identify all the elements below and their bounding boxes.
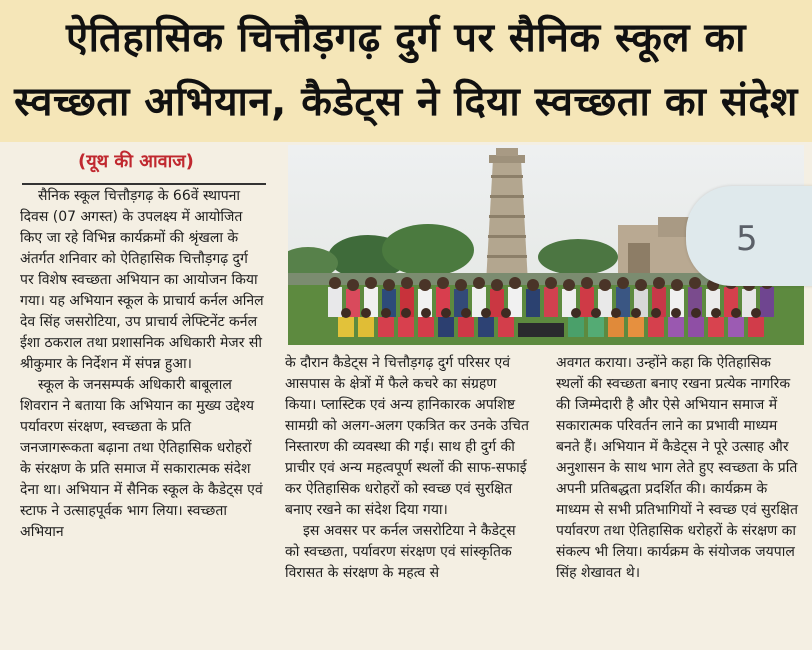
headline-line-1: ऐतिहासिक चित्तौड़गढ़ दुर्ग पर सैनिक स्कूल का (66, 15, 746, 61)
page-number: 5 (736, 219, 758, 259)
article-column-2 (285, 353, 529, 584)
article-column-1 (20, 186, 264, 543)
headline-banner (0, 0, 812, 142)
article-column-3 (556, 353, 802, 584)
paragraph: स्कूल के जनसम्पर्क अधिकारी बाबूलाल शिवरान ने बताया कि अभियान का मुख्य उद्देश्य पर्यावरण संरक्षण, स्वच्छता के प्रति जनजागरूकता बढ़ाना तथा ऐतिहासिक धरोहरों के संरक्षण के प्रति समाज में सकारात्मक संदेश देना था। अभियान में सैनिक स्कूल के कैडेट्स एवं स्टाफ ने उत्साहपूर्वक भाग लिया। स्वच्छता अभियान (20, 377, 263, 540)
paragraph: सैनिक स्कूल चित्तौड़गढ़ के 66वें स्थापना दिवस (07 अगस्त) के उपलक्ष्य में आयोजित किए जा रहे विभिन्न कार्यक्रमों की श्रृंखला के अंतर्गत शनिवार को ऐतिहासिक चित्तौड़गढ़ दुर्ग पर विशेष स्वच्छता अभियान का आयोजन किया गया। यह अभियान स्कूल के प्राचार्य कर्नल अनिल देव सिंह जसरोटिया, उप प्राचार्य लेफ्टिनेंट कर्नल ईशा ठकराल तथा प्रशासनिक अधिकारी मेजर सी श्रीकुमार के निर्देशन में संपन्न हुआ। (20, 188, 264, 372)
paragraph: इस अवसर पर कर्नल जसरोटिया ने कैडेट्स को स्वच्छता, पर्यावरण संरक्षण एवं सांस्कृतिक विरासत के संरक्षण के महत्व से (285, 523, 516, 581)
paragraph: अवगत कराया। उन्होंने कहा कि ऐतिहासिक स्थलों की स्वच्छता बनाए रखना प्रत्येक नागरिक की जिम्मेदारी है और ऐसे अभियान समाज में सकारात्मक परिवर्तन लाने का प्रभावी माध्यम बनते हैं। अभियान में कैडेट्स ने पूरे उत्साह और अनुशासन के साथ भाग लेते हुए स्वच्छता के प्रति अपनी प्रतिबद्धता प्रदर्शित की। कार्यक्रम के माध्यम से सभी प्रतिभागियों ने स्वच्छ एवं सुरक्षित पर्यावरण तथा ऐतिहासिक धरोहरों के संरक्षण का संकल्प भी लिया। कार्यक्रम के संयोजक जयपाल सिंह शेखावत थे। (556, 355, 798, 581)
paragraph: के दौरान कैडेट्स ने चित्तौड़गढ़ दुर्ग परिसर एवं आसपास के क्षेत्रों में फैले कचरे का संग्रहण किया। प्लास्टिक एवं अन्य हानिकारक अपशिष्ट सामग्री को अलग-अलग एकत्रित कर उनके उचित निस्तारण की व्यवस्था की गई। साथ ही दुर्ग की प्राचीर एवं अन्य महत्वपूर्ण स्थलों की साफ-सफाई कर ऐतिहासिक धरोहरों को स्वच्छ एवं सुरक्षित बनाए रखने का संदेश दिया गया। (285, 355, 529, 518)
byline-divider (22, 183, 266, 185)
headline-line-2: स्वच्छता अभियान, कैडेट्स ने दिया स्वच्छता का संदेश (14, 79, 798, 125)
byline: (यूथ की आवाज) (78, 151, 194, 172)
